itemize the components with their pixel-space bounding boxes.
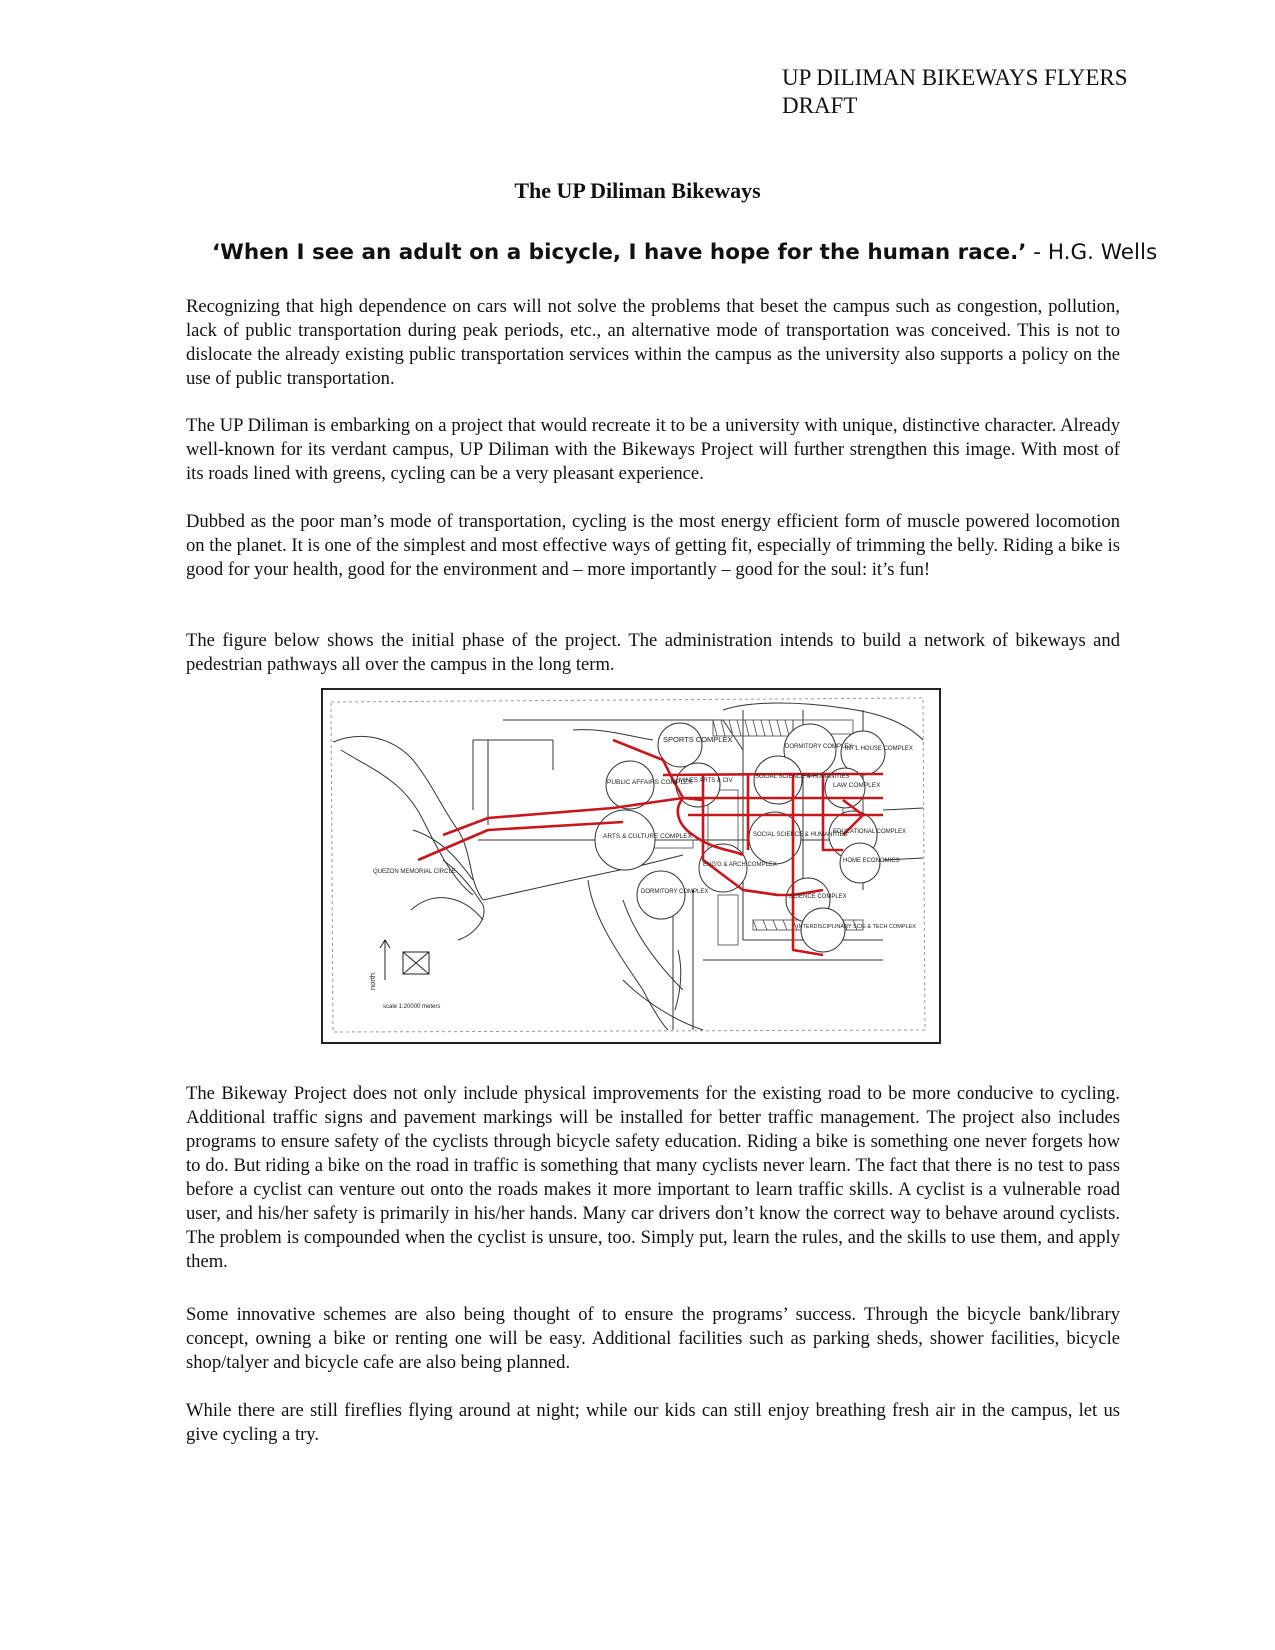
label-intl: INT'L HOUSE COMPLEX: [845, 746, 913, 752]
label-inter: INTERDISCIPLINARY SCIE & TECH COMPLEX: [797, 924, 916, 930]
label-mine: MINES ARTS & CIV: [679, 778, 733, 784]
label-north: north: [368, 972, 377, 990]
label-quezon: QUEZON MEMORIAL CIRCLE: [373, 869, 456, 875]
paragraph-6: Some innovative schemes are also being thought of to ensure the programs’ success. Through the bicycle bank/library concept, owning a bike or renting one will be easy. Additional facilities such as parking sheds, shower facilities, bicycle shop/talyer and bicycle cafe are also being planned.: [186, 1304, 1120, 1373]
paragraph-1: Recognizing that high dependence on cars will not solve the problems that beset the campus such as congestion, pollution, lack of public transportation during peak periods, etc., an alternative mode of transportation was conceived. This is not to dislocate the already existing public transportation services within the campus as the university also supports a policy on the use of public transportation.: [186, 296, 1120, 389]
label-social: SOCIAL SCIENCE & HUMANITIES: [755, 774, 850, 780]
label-sports: SPORTS COMPLEX: [663, 735, 733, 744]
label-dorm-2: DORMITORY COMPLEX: [641, 889, 709, 895]
north-arrow-icon: [380, 940, 429, 980]
label-eng: ENG'G & ARCH COMPLEX: [703, 862, 777, 868]
quote-author: - H.G. Wells: [1026, 240, 1158, 265]
document-title: The UP Diliman Bikeways: [514, 178, 761, 203]
label-educ: EDUCATIONAL COMPLEX: [833, 829, 907, 835]
quote: [212, 240, 1157, 265]
map-drawing: [323, 690, 939, 1042]
label-science: SCIENCE COMPLEX: [789, 894, 847, 900]
campus-bikeway-map: [321, 688, 941, 1044]
label-dorm: DORMITORY COMPLEX: [785, 744, 853, 750]
label-scale: scale 1:20000 meters: [383, 1004, 441, 1010]
paragraph-7: While there are still fireflies flying around at night; while our kids can still enjoy breathing fresh air in the campus, let us give cycling a try.: [186, 1400, 1120, 1445]
paragraph-4: The figure below shows the initial phase of the project. The administration intends to build a network of bikeways and pedestrian pathways all over the campus in the long term.: [186, 630, 1120, 675]
label-social-2: SOCIAL SCIENCE & HUMANITIES: [753, 832, 848, 838]
paragraph-2: The UP Diliman is embarking on a project that would recreate it to be a university with unique, distinctive character. Already well-known for its verdant campus, UP Diliman with the Bikeways Project will further strengthen this image. With most of its roads lined with greens, cycling can be a very pleasant experience.: [186, 415, 1120, 484]
header-line-2: DRAFT: [782, 93, 858, 118]
header-line-1: UP DILIMAN BIKEWAYS FLYERS: [782, 65, 1128, 90]
label-law: LAW COMPLEX: [833, 782, 881, 789]
quote-text: ‘When I see an adult on a bicycle, I have hope for the human race.’: [212, 240, 1027, 265]
label-public: PUBLIC AFFAIRS COMPLEX: [607, 779, 693, 786]
paragraph-5: The Bikeway Project does not only include physical improvements for the existing road to be more conducive to cycling. Additional traffic signs and pavement markings will be installed for better traffic management. The project also includes programs to ensure safety of the cyclists through bicycle safety education. Riding a bike is something one never forgets how to do. But riding a bike on the road in traffic is something that many cyclists never learn. The fact that there is no test to pass before a cyclist can venture out onto the roads makes it more important to learn traffic skills. A cyclist is a vulnerable road user, and his/her safety is primarily in his/her hands. Many car drivers don’t know the correct way to behave around cyclists. The problem is compounded when the cyclist is unsure, too. Simply put, learn the rules, and the skills to use them, and apply them.: [186, 1083, 1120, 1272]
label-home: HOME ECONOMICS: [843, 858, 900, 864]
header-note: [782, 64, 1128, 120]
label-arts: ARTS & CULTURE COMPLEX: [603, 833, 692, 840]
paragraph-3: Dubbed as the poor man’s mode of transportation, cycling is the most energy efficient form of muscle powered locomotion on the planet. It is one of the simplest and most effective ways of getting fit, especially of trimming the belly. Riding a bike is good for your health, good for the environment and – more importantly – good for the soul: it’s fun!: [186, 511, 1120, 580]
